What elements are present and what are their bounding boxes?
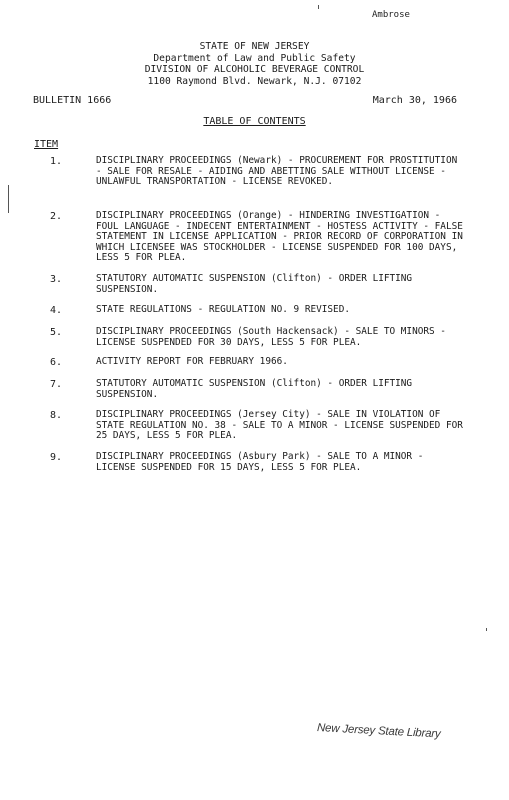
- toc-item-number: 6.: [50, 357, 63, 368]
- toc-item-text: DISCIPLINARY PROCEEDINGS (Orange) - HINDERING INVESTIGATION - FOUL LANGUAGE - INDECENT ENTERTAINMENT - HOSTESS ACTIVITY - FALSE STATEMENT IN LICENSE APPLICATION - PRIOR RECORD OF CORPORATION IN WHICH LICENSEE WAS STOCKHOLDER - LICENSE SUSPENDED FOR 100 DAYS, LESS 5 FOR PLEA.: [96, 210, 463, 264]
- bulletin-date: March 30, 1966: [372, 95, 457, 106]
- toc-item-text: DISCIPLINARY PROCEEDINGS (Asbury Park) - SALE TO A MINOR - LICENSE SUSPENDED FOR 15 DAYS, LESS 5 FOR PLEA.: [96, 451, 424, 473]
- toc-item-number: 9.: [50, 452, 63, 463]
- corner-name: Ambrose: [372, 10, 410, 20]
- toc-item-number: 2.: [50, 211, 63, 222]
- toc-item-number: 1.: [50, 156, 63, 167]
- toc-item-text: DISCIPLINARY PROCEEDINGS (South Hackensack) - SALE TO MINORS - LICENSE SUSPENDED FOR 30 DAYS, LESS 5 FOR PLEA.: [96, 326, 446, 348]
- toc-item-number: 8.: [50, 410, 63, 421]
- library-stamp: New Jersey State Library: [316, 722, 441, 741]
- bulletin-number: BULLETIN 1666: [33, 95, 112, 106]
- toc-item-text: STATE REGULATIONS - REGULATION NO. 9 REVISED.: [96, 304, 350, 315]
- toc-item-text: STATUTORY AUTOMATIC SUSPENSION (Clifton) - ORDER LIFTING SUSPENSION.: [96, 378, 413, 400]
- letterhead-address: 1100 Raymond Blvd. Newark, N.J. 07102: [147, 75, 362, 87]
- letterhead-division: DIVISION OF ALCOHOLIC BEVERAGE CONTROL: [144, 64, 365, 75]
- toc-item-text: DISCIPLINARY PROCEEDINGS (Jersey City) - SALE IN VIOLATION OF STATE REGULATION NO. 38 - SALE TO A MINOR - LICENSE SUSPENDED FOR 25 DAYS, LESS 5 FOR PLEA.: [96, 409, 463, 442]
- scan-mark: [318, 5, 319, 9]
- toc-title: TABLE OF CONTENTS: [203, 116, 306, 127]
- toc-item-number: 7.: [50, 379, 63, 390]
- toc-item-number: 3.: [50, 274, 63, 285]
- toc-item-text: ACTIVITY REPORT FOR FEBRUARY 1966.: [96, 356, 288, 367]
- toc-item-number: 4.: [50, 305, 63, 316]
- toc-item-text: STATUTORY AUTOMATIC SUSPENSION (Clifton) - ORDER LIFTING SUSPENSION.: [96, 273, 413, 295]
- letterhead-state: STATE OF NEW JERSEY: [199, 41, 310, 52]
- scan-mark: [486, 628, 487, 631]
- scan-mark: [8, 185, 9, 213]
- toc-item-number: 5.: [50, 327, 63, 338]
- item-column-header: ITEM: [34, 139, 59, 150]
- toc-item-text: DISCIPLINARY PROCEEDINGS (Newark) - PROCUREMENT FOR PROSTITUTION - SALE FOR RESALE - AIDING AND ABETTING SALE WITHOUT LICENSE - UNLAWFUL TRANSPORTATION - LICENSE REVOKED.: [96, 155, 458, 188]
- letterhead-department: Department of Law and Public Safety: [153, 52, 356, 64]
